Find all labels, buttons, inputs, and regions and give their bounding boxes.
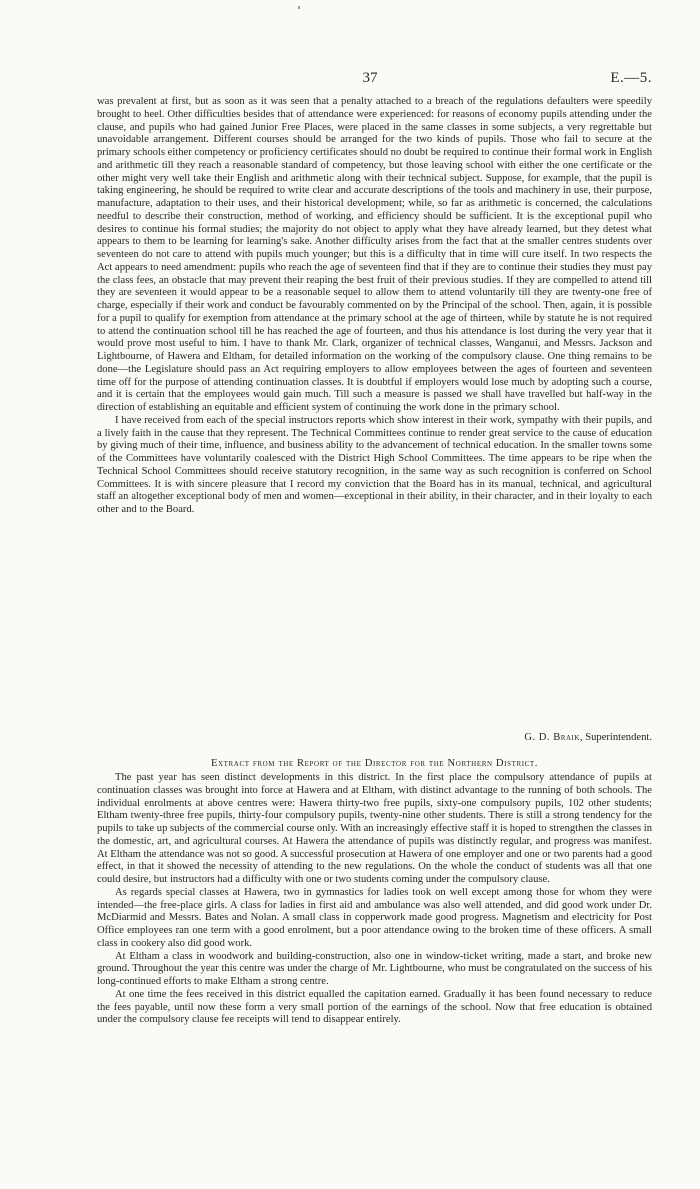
ink-speck <box>298 6 300 9</box>
section-title: Extract from the Report of the Director for the Northern District. <box>210 758 539 769</box>
paragraph: At Eltham a class in woodwork and building-construction, also one in window-ticket writing, made a start, and broke new ground. Throughout the year this centre was under the charge of Mr. Lightbourne, who must be congratulated on the success of his long-continued efforts to make Eltham a strong centre. <box>97 950 652 987</box>
page-header <box>96 70 652 92</box>
paragraph: was prevalent at first, but as soon as it was seen that a penalty attached to a breach of the regulations defaulters were speedily brought to heel. Other difficulties besides that of attendance were experienced: for reasons of economy pupils attending under the clause, and pupils who had gained Junior Free Places, were placed in the same classes in some subjects, a very regrettable but unavoidable arrangement. Different courses should be arranged for the two kinds of pupils. Those who fail to secure at the primary schools either competency or proficiency certificates should no doubt be required to continue their formal work in English and arithmetic till they reach a reasonable standard of competency, but those leaving school with either the one certificate or the other might very well take their English and arithmetic along with their technical subject. Suppose, for example, that the pupil is taking engineering, he should be required to write clear and accurate descriptions of the tools and machinery in use, their purpose, manufacture, adaptation to their uses, and their historical development; while, so far as arithmetic is concerned, the calculations needful to describe their construction, method of working, and efficiency should be sufficient. It is the exceptional pupil who desires to continue his formal studies; the majority do not object to apply what they have already learned, but they detest what appears to them to be learning for learning's sake. Another difficulty arises from the fact that at the smaller centres students over seventeen do not care to attend with pupils much younger; but this is a difficulty that in time will cure itself. In two respects the Act appears to need amendment: pupils who reach the age of seventeen find that if they are to continue their studies they must pay the class fees, an obstacle that may prevent their reaping the best fruit of their previous studies. If they are compelled to attend till they are seventeen it would appear to be a reasonable sequel to allow them to attend voluntarily till they are twenty-one free of charge, especially if their work and conduct be favourably commented on by the Principal of the school. Then, again, it is possible for a pupil to qualify for exemption from attendance at the primary school at the age of thirteen, while by statute he is not required to attend the continuation school till he has reached the age of fourteen, and thus his attendance is lost during the very year that it would prove most useful to him. I have to thank Mr. Clark, organizer of technical classes, Wanganui, and Messrs. Jackson and Lightbourne, of Hawera and Eltham, for detailed information on the working of the compulsory clause. One thing remains to be done—the Legislature should pass an Act requiring employers to allow employees between the ages of fourteen and seventeen time off for the purpose of attending continuation classes. It is doubtful if employers would lose much by adopting such a course, and it is certain that the employees would gain much. Till such a measure is passed we shall have travelled but half-way in the direction of establishing an equitable and efficient system of continuing the work done in the primary school. <box>97 96 652 413</box>
signatory-title: , Superintendent. <box>579 732 652 743</box>
paragraph: The past year has seen distinct developments in this district. In the first place the compulsory attendance of pupils at continuation classes was brought into force at Hawera and at Eltham, with distinct advantage to the running of both schools. The individual enrolments at above centres were: Hawera thirty-two free pupils, sixty-one compulsory pupils, 102 other students; Eltham twenty-three free pupils, thirty-four compulsory pupils, twenty-nine other students. There is still a strong tendency for the pupils to take up subjects of the commercial course only. With an increasingly effective staff it is hoped to strengthen the classes in the domestic, art, and agricultural courses. At Hawera the attendance of pupils was distinctly regular, and progress was manifest. At Eltham the attendance was not so good. A successful prosecution at Hawera of one employer and one or two parents had a good effect, in that it showed the necessity of attending to the new regulations. On the whole the conduct of students was all that one could desire, but instructors had a difficulty with one or two students coming under the compulsory clause. <box>97 772 652 885</box>
signatory-name: G. D. Braik <box>524 732 580 743</box>
signature <box>97 732 652 743</box>
report-body-part1 <box>97 96 652 517</box>
paragraph: I have received from each of the special instructors reports which show interest in their work, sympathy with their pupils, and a lively faith in the cause that they represent. The Technical Committees continue to render great service to the cause of education by giving much of their time, influence, and business ability to the advancement of technical education. In the smaller towns some of the Committees have voluntarily coalesced with the District High School Committees. The time appears to be ripe when the Technical School Committees should receive statutory recognition, in the same way as such recognition is conferred on School Committees. It is with sincere pleasure that I record my conviction that the Board has in its manual, technical, and agricultural staff an altogether exceptional body of men and women—exceptional in their ability, in their character, and in their loyalty to each other and to the Board. <box>97 414 652 515</box>
paragraph: As regards special classes at Hawera, two in gymnastics for ladies took on well except among those for whom they were intended—the free-place girls. A class for ladies in first aid and ambulance was also well attended, and did good work under Dr. McDiarmid and Messrs. Bates and Nolan. A small class in copperwork made good progress. Magnetism and electricity for Post Office employees ran one term with a good enrolment, but a poor attendance owing to the broken time of these officers. A small class in cookery also did good work. <box>97 886 652 949</box>
page-number: 37 <box>362 70 378 86</box>
report-body-part2 <box>97 772 652 1027</box>
document-code: E.—5. <box>610 70 652 86</box>
paragraph: At one time the fees received in this district equalled the capitation earned. Gradually it has been found necessary to reduce the fees payable, until now these form a very small portion of the earnings of the school. Now that free education is obtained under the compulsory clause fee receipts will tend to disappear entirely. <box>97 988 652 1026</box>
